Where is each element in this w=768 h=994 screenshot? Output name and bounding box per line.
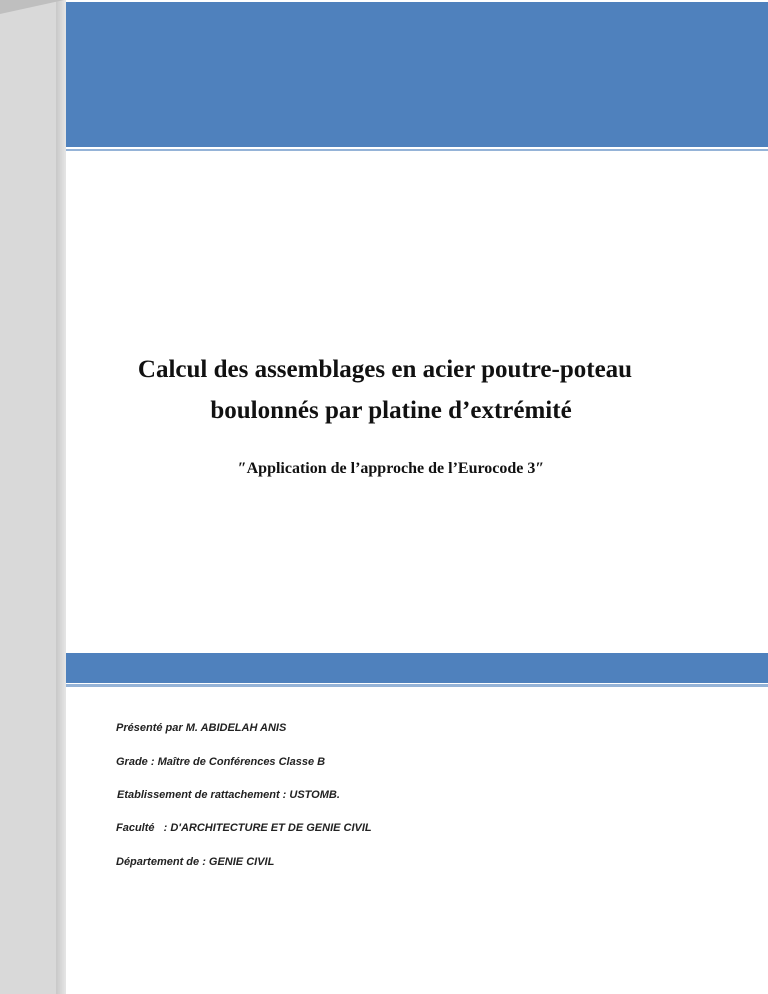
document-title-line-1: Calcul des assemblages en acier poutre-poteau	[137, 356, 633, 383]
document-title-line-2: boulonnés par platine d’extrémité	[210, 397, 572, 424]
grade-line: Grade : Maître de Conférences Classe B	[116, 756, 326, 768]
top-banner	[66, 2, 768, 147]
faculty-line: Faculté : D'ARCHITECTURE ET DE GENIE CIVIL	[116, 822, 372, 834]
middle-banner-rule	[66, 684, 768, 687]
top-banner-rule	[66, 149, 768, 151]
left-sidebar-edge	[56, 0, 66, 994]
left-sidebar-decoration	[0, 0, 56, 994]
document-subtitle: ″Application de l’approche de l’Eurocode 3″	[237, 460, 545, 477]
establishment-line: Etablissement de rattachement : USTOMB.	[117, 789, 340, 801]
presenter-line: Présenté par M. ABIDELAH ANIS	[116, 722, 287, 734]
page-fold-corner	[0, 0, 64, 14]
department-line: Département de : GENIE CIVIL	[116, 856, 275, 868]
middle-banner	[66, 653, 768, 683]
